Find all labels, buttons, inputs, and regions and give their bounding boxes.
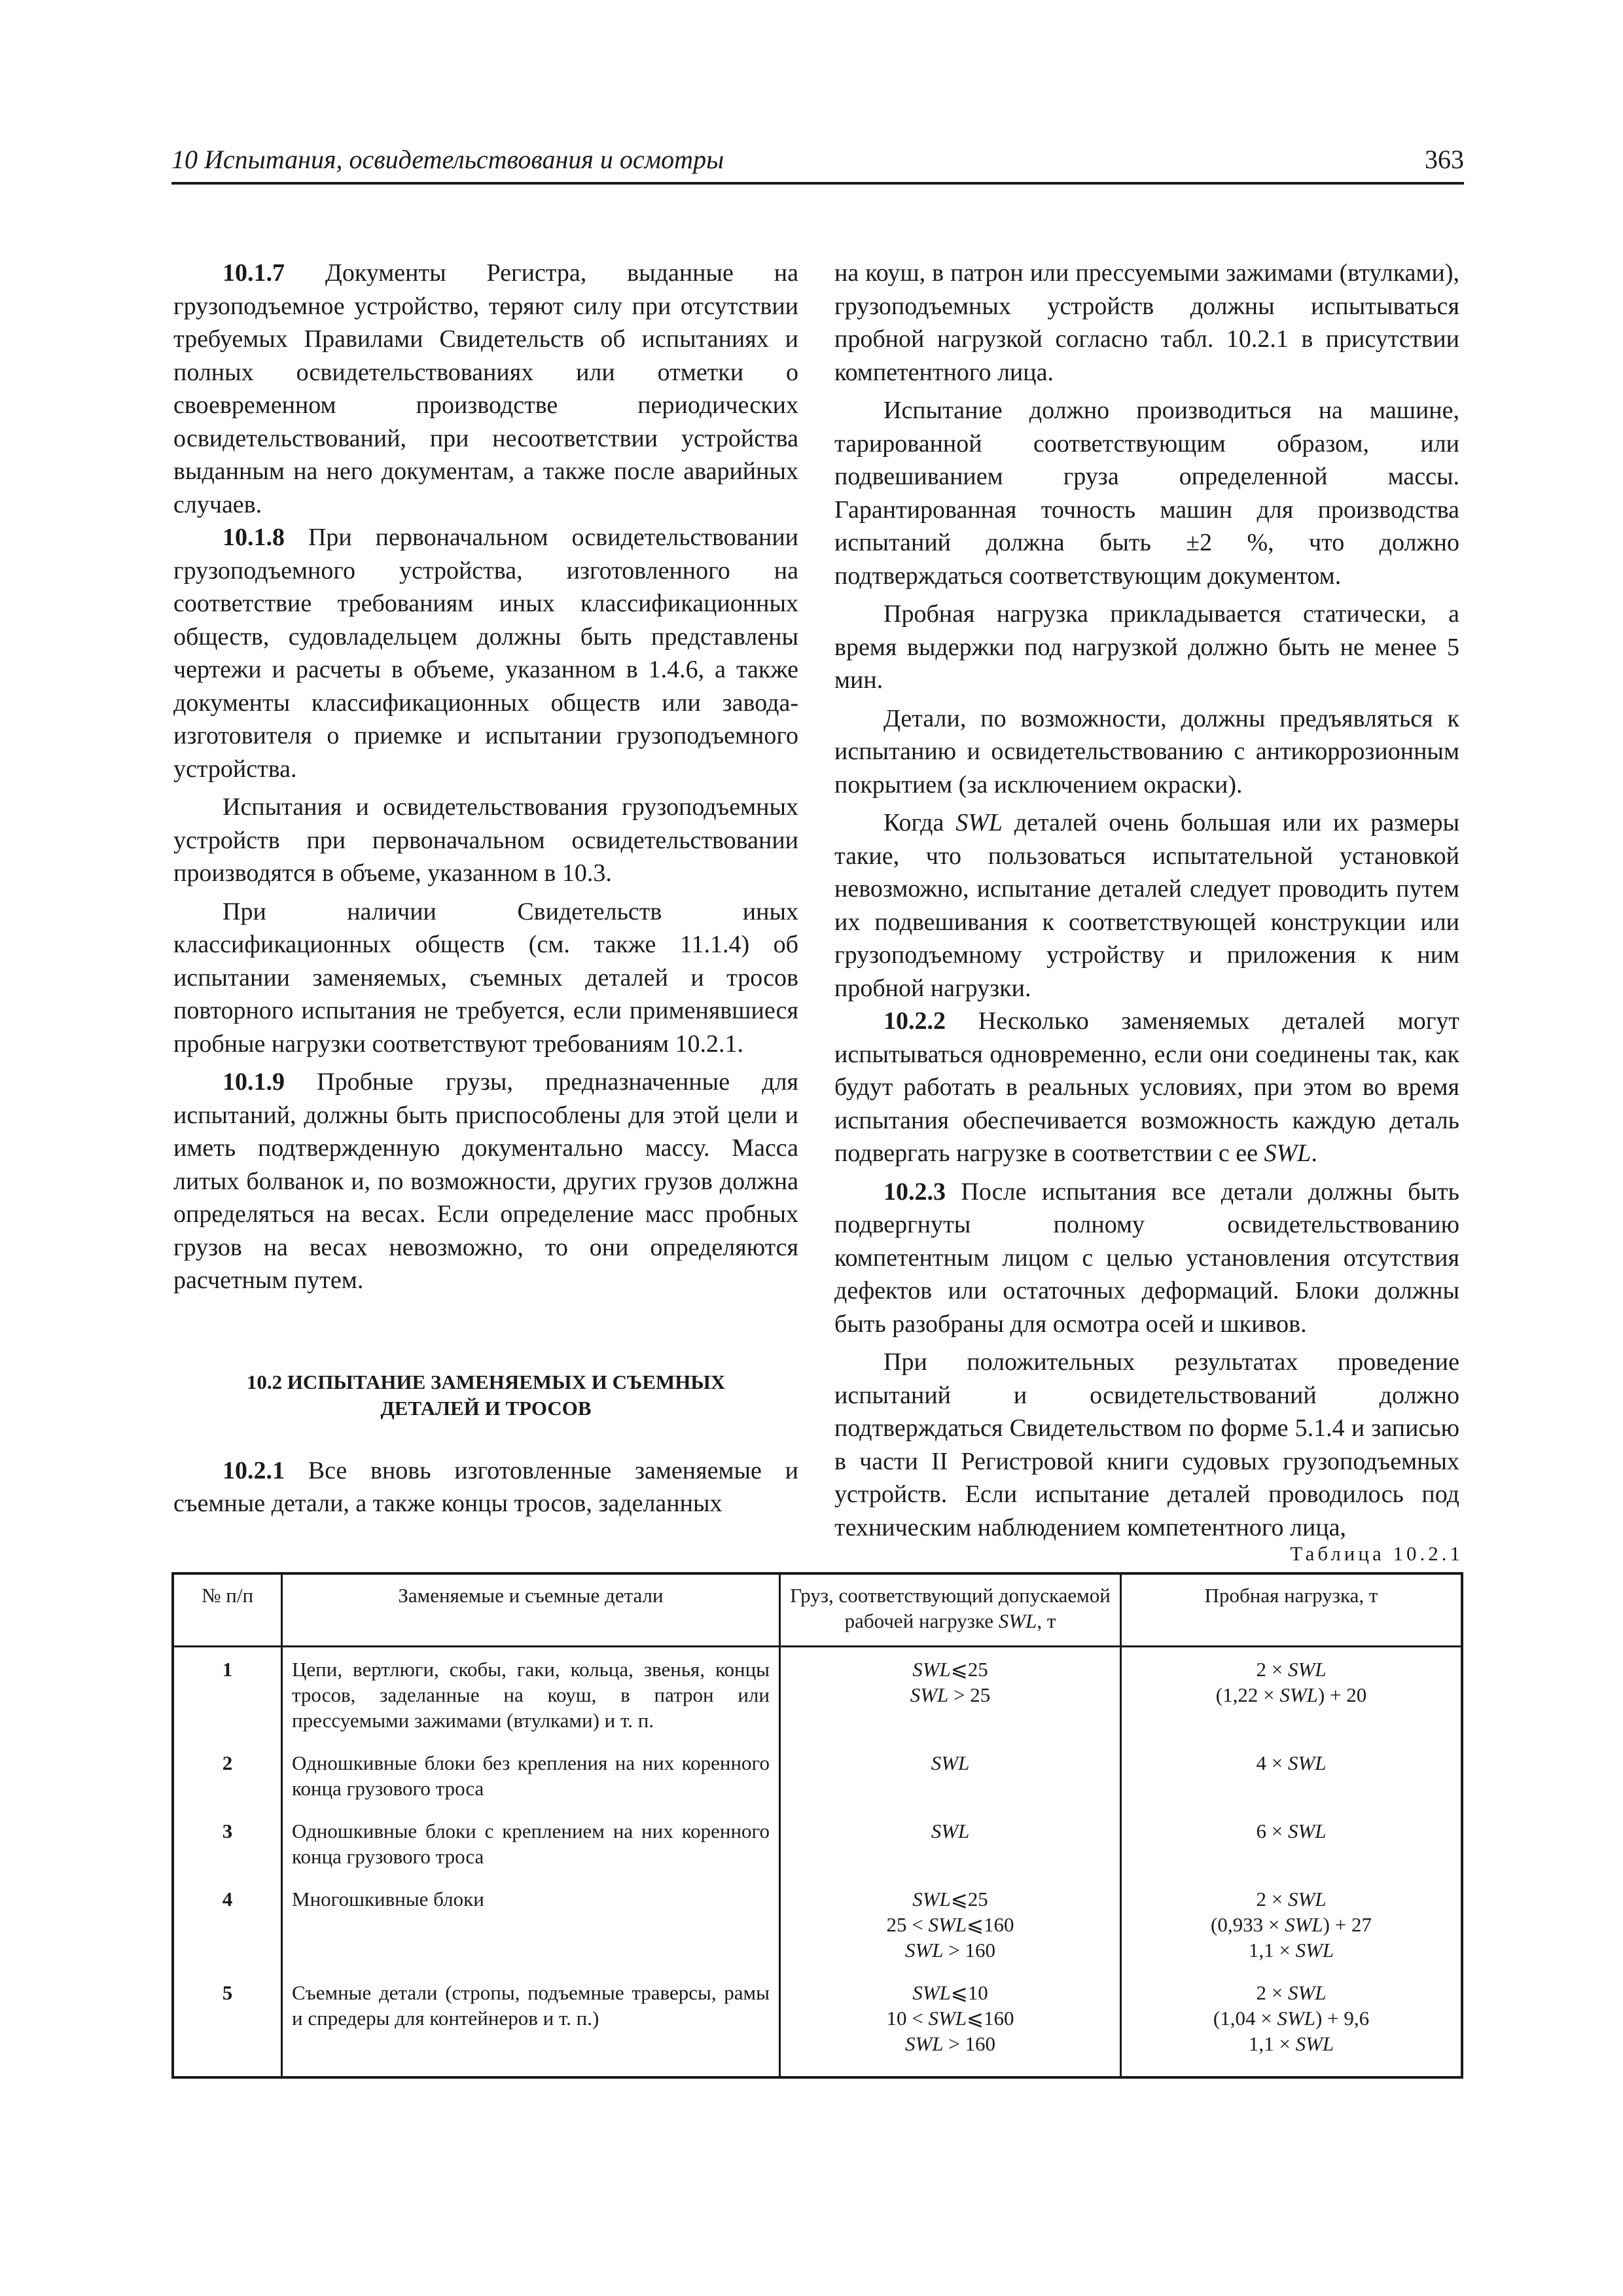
- section-heading-line: 10.2 ИСПЫТАНИЕ ЗАМЕНЯЕМЫХ И СЪЕМНЫХ: [246, 1370, 726, 1393]
- header-test: Пробная нагрузка, т: [1121, 1573, 1463, 1647]
- cell-test: [1121, 1877, 1463, 1971]
- chapter-title: 10 Испытания, освидетельствования и осмотры: [171, 145, 724, 174]
- cell-parts: Одношкивные блоки без крепления на них коренного конца грузового троса: [282, 1741, 780, 1809]
- table-row: [173, 1647, 1462, 1742]
- clause-number: 10.1.7: [223, 259, 285, 287]
- paragraph: Испытания и освидетельствования грузоподъемных устройств при первоначальном освидетельствовании производятся в объеме, указанном в 10.3.: [173, 793, 798, 887]
- cell-parts: Многошкивные блоки: [282, 1877, 780, 1971]
- clause-number: 10.2.2: [883, 1007, 946, 1035]
- paragraph-text: При первоначальном освидетельствовании грузоподъемного устройства, изготовленного на соответствие требованиям иных классификационных обществ, судовладельцем должны быть представлены чертежи и расчеты в объеме, указанном в 1.4.6, а также документы классификационных обществ или завода-изготовителя о приемке и испытании грузоподъемного устройства.: [173, 524, 798, 783]
- cell-no: 1: [173, 1647, 282, 1742]
- page-number: 363: [1425, 145, 1464, 174]
- left-column: [173, 257, 798, 1520]
- table-row: [173, 1877, 1462, 1971]
- header-load-line: Груз, соответствующий допускаемой: [790, 1584, 1111, 1607]
- cell-no: 2: [173, 1741, 282, 1809]
- cell-no: 5: [173, 1971, 282, 2077]
- cell-parts: Одношкивные блоки с креплением на них коренного конца грузового троса: [282, 1809, 780, 1877]
- clause-number: 10.2.1: [223, 1456, 285, 1484]
- cell-line: 2 × SWL: [1256, 1981, 1327, 2004]
- header-load-text: рабочей нагрузке: [844, 1609, 999, 1632]
- clause-number: 10.1.8: [223, 524, 285, 551]
- paragraph-10-2-2: [834, 1005, 1459, 1170]
- section-heading-line: ДЕТАЛЕЙ И ТРОСОВ: [380, 1396, 592, 1420]
- table-header-row: [173, 1573, 1462, 1647]
- cell-load: [780, 1809, 1121, 1877]
- paragraph-10-2-3: [834, 1175, 1459, 1341]
- cell-line: SWL > 160: [904, 2032, 996, 2055]
- cell-line: 25 < SWL⩽160: [886, 1913, 1014, 1936]
- paragraph-text: Документы Регистра, выданные на грузоподъемное устройство, теряют силу при отсутствии требуемых Правилами Свидетельств об испытаниях и полных освидетельствованиях или отметки о своевременном производстве периодических освидетельствований, при несоответствии устройства выданным на него документам, а также после аварийных случаев.: [173, 259, 798, 518]
- cell-parts: Цепи, вертлюги, скобы, гаки, кольца, звенья, концы тросов, заделанные на коуш, в патрон или прессуемыми зажимами (втулками) и т. п.: [282, 1647, 780, 1742]
- paragraph-text: деталей очень большая или их размеры такие, что пользоваться испытательной установкой невозможно, испытание деталей следует проводить путем их подвешивания к соответствующей конструкции или грузоподъемному устройству и приложения к ним пробной нагрузки.: [834, 809, 1459, 1002]
- paragraph-text: Несколько заменяемых деталей могут испытываться одновременно, если они соединены так, как будут работать в реальных условиях, при этом во время испытания обеспечивается возможность каждую деталь подвергать нагрузке в соответствии с ее: [834, 1007, 1459, 1167]
- cell-line: SWL⩽10: [912, 1981, 988, 2004]
- cell-test: [1121, 1809, 1463, 1877]
- swl-term: SWL: [955, 809, 1003, 836]
- paragraph-10-1-9: [173, 1066, 798, 1297]
- cell-line: 2 × SWL: [1256, 1658, 1327, 1681]
- cell-line: 1,1 × SWL: [1248, 1939, 1334, 1962]
- paragraph: Детали, по возможности, должны предъявляться к испытанию и освидетельствованию с антикоррозионным покрытием (за исключением окраски).: [834, 704, 1459, 798]
- cell-line: SWL: [931, 1751, 970, 1774]
- table-caption: Таблица 10.2.1: [1290, 1542, 1463, 1565]
- clause-number: 10.1.9: [223, 1068, 285, 1096]
- paragraph-text: Все вновь изготовленные заменяемые и съемные детали, а также концы тросов, заделанных: [173, 1456, 798, 1517]
- table-row: [173, 1809, 1462, 1877]
- section-heading: [173, 1369, 798, 1422]
- cell-line: 1,1 × SWL: [1248, 2032, 1334, 2055]
- paragraph: [834, 806, 1459, 1005]
- running-header: [171, 141, 1464, 185]
- header-load-unit: , т: [1037, 1609, 1056, 1632]
- cell-line: SWL⩽25: [912, 1888, 988, 1910]
- paragraph-text: Пробные грузы, предназначенные для испытаний, должны быть приспособлены для этой цели и иметь подтвержденную документально массу. Масса литых болванок и, по возможности, других грузов должна определяться на весах. Если определение масс пробных грузов на весах невозможно, то они определяются расчетным путем.: [173, 1068, 798, 1294]
- cell-line: 6 × SWL: [1256, 1820, 1327, 1842]
- cell-load: [780, 1971, 1121, 2077]
- cell-line: (1,22 × SWL) + 20: [1215, 1683, 1367, 1706]
- paragraph-text: После испытания все детали должны быть подвергнуты полному освидетельствованию компетентным лицом с целью установления отсутствия дефектов или остаточных деформаций. Блоки должны быть разобраны для осмотра осей и шкивов.: [834, 1177, 1459, 1338]
- cell-line: SWL > 25: [910, 1683, 991, 1706]
- cell-line: SWL: [931, 1820, 970, 1842]
- header-load: [780, 1573, 1121, 1647]
- cell-load: [780, 1741, 1121, 1809]
- cell-test: [1121, 1741, 1463, 1809]
- cell-no: 3: [173, 1809, 282, 1877]
- paragraph-text: .: [1311, 1139, 1317, 1167]
- right-column: [834, 257, 1459, 1544]
- table-row: [173, 1741, 1462, 1809]
- cell-parts: Съемные детали (стропы, подъемные траверсы, рамы и спредеры для контейнеров и т. п.): [282, 1971, 780, 2077]
- cell-line: (1,04 × SWL) + 9,6: [1213, 2007, 1370, 2030]
- header-load-line: [789, 1608, 1112, 1634]
- cell-load: [780, 1647, 1121, 1742]
- header-no: № п/п: [173, 1573, 282, 1647]
- cell-test: [1121, 1647, 1463, 1742]
- paragraph: Пробная нагрузка прикладывается статически, а время выдержки под нагрузкой должно быть не менее 5 мин.: [834, 600, 1459, 694]
- cell-line: SWL > 160: [904, 1939, 996, 1962]
- paragraph: Испытание должно производиться на машине, тарированной соответствующим образом, или подвешиванием груза определенной массы. Гарантированная точность машин для производства испытаний должна быть ±2 %, что должно подтверждаться соответствующим документом.: [834, 397, 1459, 590]
- paragraph-text: Когда: [883, 809, 956, 836]
- table-row: [173, 1971, 1462, 2077]
- paragraph: При наличии Свидетельств иных классификационных обществ (см. также 11.1.4) об испытании заменяемых, съемных деталей и тросов повторного испытания не требуется, если применявшиеся пробные нагрузки соответствуют требованиям 10.2.1.: [173, 897, 798, 1058]
- paragraph-10-1-7: [173, 257, 798, 521]
- cell-line: 4 × SWL: [1256, 1751, 1327, 1774]
- cell-line: 10 < SWL⩽160: [886, 2007, 1014, 2030]
- header-parts: Заменяемые и съемные детали: [282, 1573, 780, 1647]
- paragraph: При положительных результатах проведение испытаний и освидетельствований должно подтверждаться Свидетельством по форме 5.1.4 и записью в части II Регистровой книги судовых грузоподъемных устройств. Если испытание деталей проводилось под техническим наблюдением компетентного лица,: [834, 1348, 1459, 1541]
- cell-line: (0,933 × SWL) + 27: [1211, 1913, 1372, 1936]
- cell-line: 2 × SWL: [1256, 1888, 1327, 1910]
- table-body: [173, 1647, 1462, 2078]
- paragraph-10-1-8: [173, 521, 798, 785]
- clause-number: 10.2.3: [883, 1177, 946, 1206]
- test-load-table: [171, 1572, 1463, 2079]
- paragraph-continuation: на коуш, в патрон или прессуемыми зажимами (втулками), грузоподъемных устройств должны испытываться пробной нагрузкой согласно табл. 10.2.1 в присутствии компетентного лица.: [834, 259, 1459, 386]
- paragraph-10-2-1: [173, 1454, 798, 1520]
- cell-test: [1121, 1971, 1463, 2077]
- cell-no: 4: [173, 1877, 282, 1971]
- cell-line: SWL⩽25: [912, 1658, 988, 1681]
- swl-term: SWL: [1264, 1139, 1311, 1167]
- swl-term: SWL: [998, 1609, 1037, 1632]
- cell-load: [780, 1877, 1121, 1971]
